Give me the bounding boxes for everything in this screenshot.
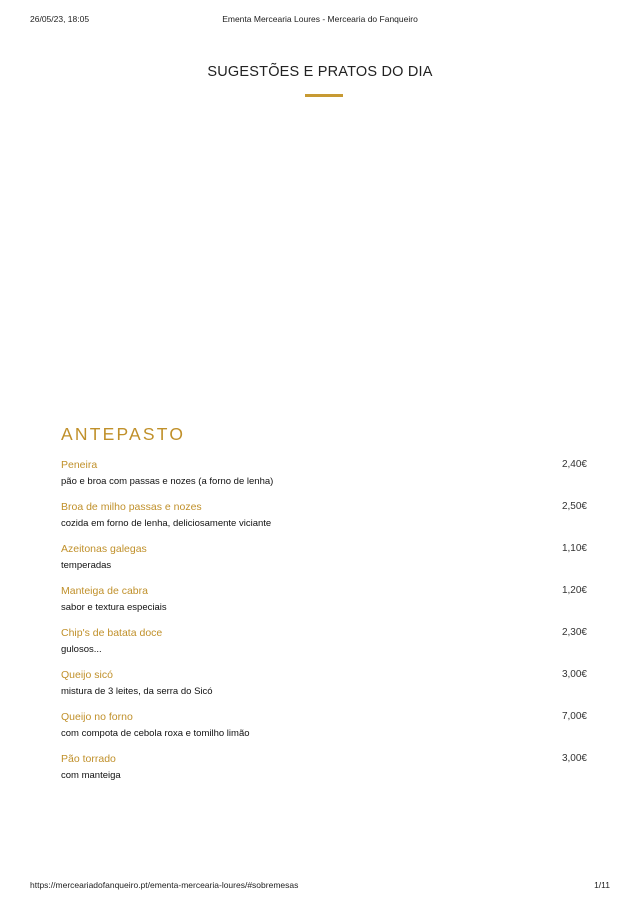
document-title: Ementa Mercearia Loures - Mercearia do Fanqueiro [222,14,418,24]
menu-list [61,459,587,795]
menu-item [61,543,587,585]
item-description: cozida em forno de lenha, deliciosamente viciante [61,518,272,529]
item-name: Queijo no forno [61,711,133,723]
item-price: 3,00€ [561,753,587,764]
item-name: Manteiga de cabra [61,585,148,597]
item-description: temperadas [61,560,112,571]
print-header [30,14,610,28]
menu-item [61,711,587,753]
item-price: 2,30€ [561,627,587,638]
item-name: Azeitonas galegas [61,543,147,555]
menu-item [61,627,587,669]
item-description: mistura de 3 leites, da serra do Sicó [61,686,213,697]
item-name: Queijo sicó [61,669,113,681]
item-description: pão e broa com passas e nozes (a forno de lenha) [61,476,274,487]
title-underline [305,94,343,97]
item-name: Chip's de batata doce [61,627,163,639]
item-description: com compota de cebola roxa e tomilho limão [61,728,250,739]
item-description: gulosos... [61,644,102,655]
page-title: SUGESTÕES E PRATOS DO DIA [207,64,433,80]
page-number: 1/11 [594,880,610,890]
print-footer [30,880,610,894]
item-price: 3,00€ [561,669,587,680]
print-date: 26/05/23, 18:05 [30,14,90,24]
item-description: com manteiga [61,770,121,781]
item-name: Peneira [61,459,98,471]
menu-item [61,585,587,627]
page-url: https://merceariadofanqueiro.pt/ementa-mercearia-loures/#sobremesas [30,880,299,890]
item-price: 2,40€ [561,459,587,470]
menu-item [61,501,587,543]
menu-item [61,669,587,711]
item-price: 2,50€ [561,501,587,512]
category-heading: ANTEPASTO [61,424,186,444]
item-price: 1,20€ [561,585,587,596]
item-description: sabor e textura especiais [61,602,167,613]
menu-item [61,459,587,501]
item-name: Broa de milho passas e nozes [61,501,202,513]
item-name: Pão torrado [61,753,116,765]
menu-item [61,753,587,795]
item-price: 1,10€ [561,543,587,554]
item-price: 7,00€ [561,711,587,722]
